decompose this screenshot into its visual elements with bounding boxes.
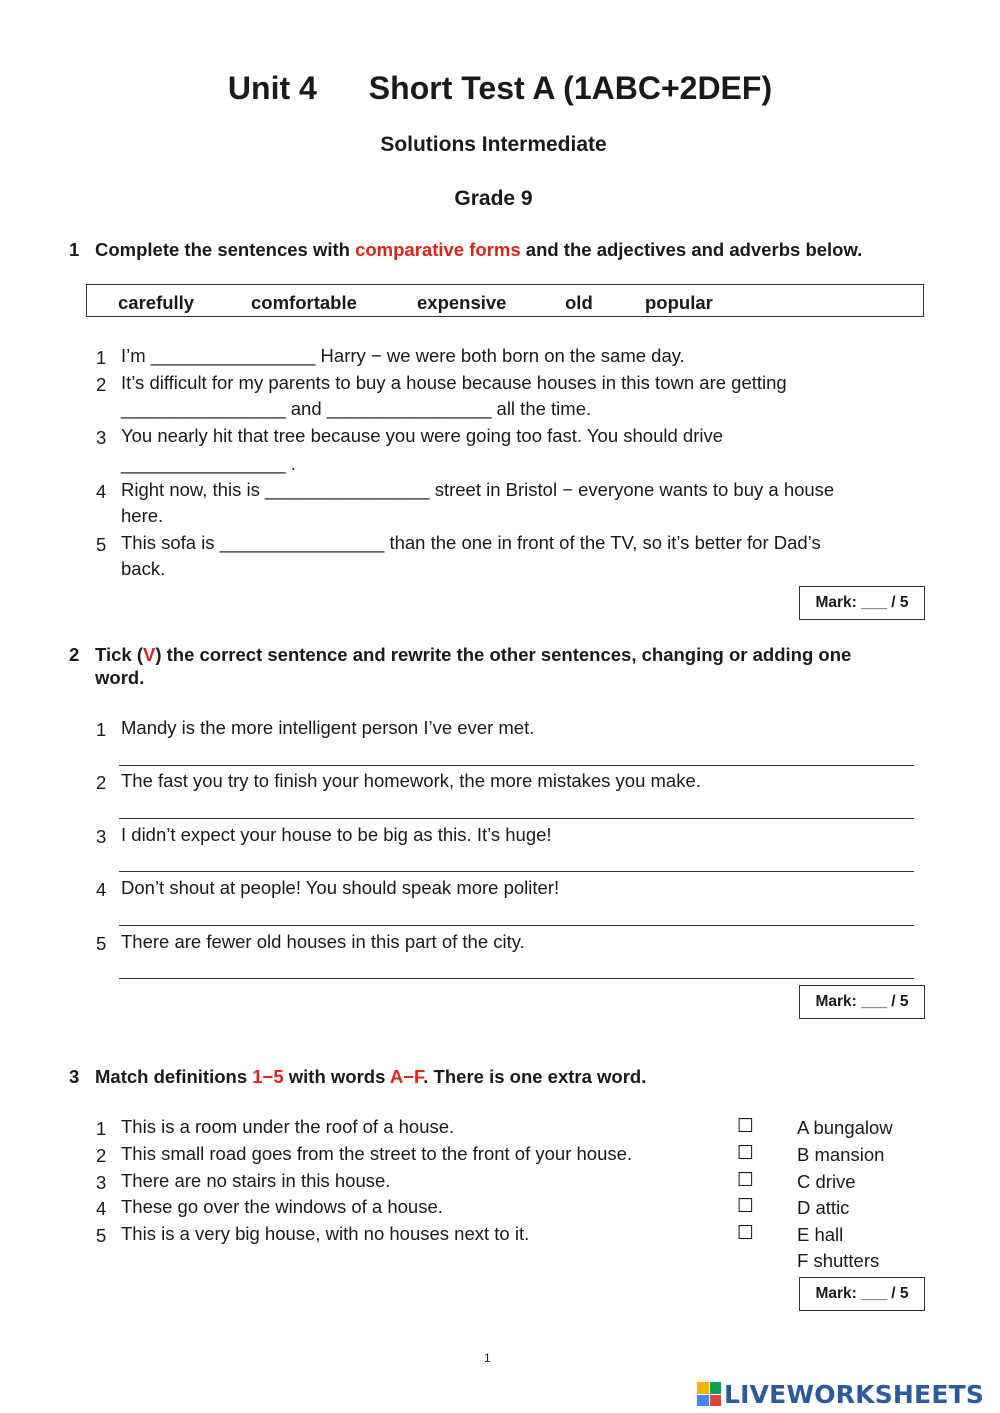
match-checkbox[interactable]: ☐ — [737, 1170, 755, 1191]
s1-item-4: Right now, this is ________________ street in Bristol − everyone wants to buy a house here. — [121, 479, 835, 526]
brand-logo[interactable] — [697, 1378, 984, 1410]
word-comfortable: comfortable — [251, 292, 357, 313]
answer-line[interactable] — [119, 978, 914, 979]
s1-item-1: I’m ________________ Harry − we were both born on the same day. — [121, 345, 685, 366]
s2-item-4: Don’t shout at people! You should speak more politer! — [121, 877, 560, 898]
s2-item-number: 3 — [96, 826, 107, 847]
section-2-instruction: Tick (V) the correct sentence and rewrite the other sentences, changing or adding one word. — [95, 644, 852, 688]
page-number: 1 — [484, 1351, 491, 1365]
answer-line[interactable] — [119, 871, 914, 872]
s3-item-number: 2 — [96, 1145, 107, 1166]
section-3-number: 3 — [69, 1066, 80, 1087]
answer-line[interactable] — [119, 765, 914, 766]
section-3-highlight-numbers: 1−5 — [252, 1066, 284, 1087]
s1-item-number: 4 — [96, 481, 107, 502]
word-box — [86, 284, 924, 317]
answer-line[interactable] — [119, 818, 914, 819]
s3-item-number: 1 — [96, 1118, 107, 1139]
word-expensive: expensive — [417, 292, 507, 313]
word-carefully: carefully — [118, 292, 195, 313]
answer-line[interactable] — [119, 925, 914, 926]
match-checkbox[interactable]: ☐ — [737, 1143, 755, 1164]
unit-label: Unit 4 — [227, 70, 317, 106]
s3-item-2: This small road goes from the street to the front of your house. — [121, 1143, 633, 1164]
s2-item-2: The fast you try to finish your homework, the more mistakes you make. — [121, 770, 701, 791]
match-checkbox[interactable]: ☐ — [737, 1223, 755, 1244]
subtitle: Solutions Intermediate — [380, 133, 607, 156]
s2-item-5: There are fewer old houses in this part of the city. — [121, 931, 525, 952]
option-b: B mansion — [797, 1144, 885, 1165]
word-popular: popular — [645, 292, 713, 313]
s3-item-number: 5 — [96, 1225, 107, 1246]
section-1-mark: Mark: ___ / 5 — [799, 586, 925, 620]
s2-item-number: 2 — [96, 772, 107, 793]
section-3-instruction: Match definitions 1−5 with words A−F. There is one extra word. — [95, 1066, 647, 1087]
grade-label: Grade 9 — [454, 187, 533, 210]
option-a: A bungalow — [797, 1117, 893, 1138]
section-1-number: 1 — [69, 239, 80, 260]
s1-item-number: 5 — [96, 534, 107, 555]
s1-item-5: This sofa is ________________ than the one in front of the TV, so it’s better for Dad’s back. — [121, 532, 821, 579]
liveworksheets-logo-icon — [697, 1382, 721, 1406]
s2-item-1: Mandy is the more intelligent person I’ve ever met. — [121, 717, 535, 738]
test-label: Short Test A (1ABC+2DEF) — [368, 70, 773, 106]
match-checkbox[interactable]: ☐ — [737, 1196, 755, 1217]
option-c: C drive — [797, 1171, 856, 1192]
s3-item-3: There are no stairs in this house. — [121, 1170, 391, 1191]
s3-item-1: This is a room under the roof of a house. — [121, 1116, 455, 1137]
s1-item-2: It’s difficult for my parents to buy a house because houses in this town are getting ________________ and ________________ all the time. — [121, 372, 787, 419]
match-checkbox[interactable]: ☐ — [737, 1116, 755, 1137]
s2-item-number: 5 — [96, 933, 107, 954]
section-3-mark: Mark: ___ / 5 — [799, 1277, 925, 1311]
word-old: old — [565, 292, 593, 313]
s1-item-number: 1 — [96, 347, 107, 368]
s3-item-number: 3 — [96, 1172, 107, 1193]
s1-item-number: 3 — [96, 427, 107, 448]
s3-item-number: 4 — [96, 1198, 107, 1219]
s2-item-3: I didn’t expect your house to be big as this. It’s huge! — [121, 824, 552, 845]
option-e: E hall — [797, 1224, 844, 1245]
s3-item-5: This is a very big house, with no houses next to it. — [121, 1223, 530, 1244]
s2-item-number: 1 — [96, 719, 107, 740]
page-title — [0, 70, 1000, 107]
option-f: F shutters — [797, 1250, 880, 1271]
section-1-instruction: Complete the sentences with comparative forms and the adjectives and adverbs below. — [95, 239, 863, 260]
s1-item-3: You nearly hit that tree because you were going too fast. You should drive ________________ . — [121, 425, 724, 474]
brand-name: LIVEWORKSHEETS — [724, 1379, 985, 1409]
option-d: D attic — [797, 1197, 850, 1218]
s3-item-4: These go over the windows of a house. — [121, 1196, 443, 1217]
section-1-highlight: comparative forms — [355, 239, 521, 260]
section-2-number: 2 — [69, 644, 80, 665]
section-3-highlight-letters: A−F — [389, 1066, 424, 1087]
section-2-highlight: V — [142, 644, 156, 665]
section-2-mark: Mark: ___ / 5 — [799, 985, 925, 1019]
s1-item-number: 2 — [96, 374, 107, 395]
s2-item-number: 4 — [96, 879, 107, 900]
